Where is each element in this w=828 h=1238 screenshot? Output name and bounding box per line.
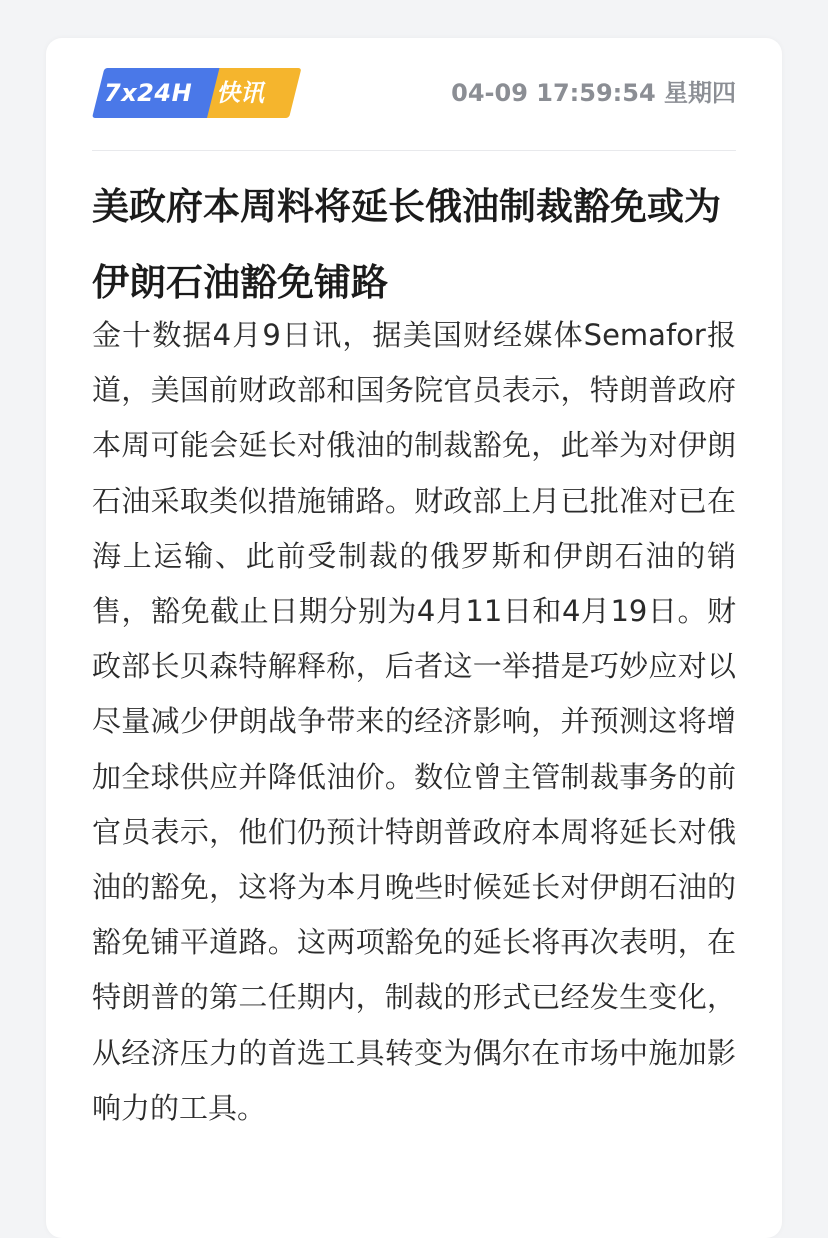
flash-news-badge: [92, 68, 288, 118]
badge-right-label: 快讯: [216, 79, 264, 107]
news-card: [46, 38, 782, 1238]
news-timestamp: 04-09 17:59:54 星期四: [451, 79, 736, 107]
news-header: [92, 68, 736, 120]
article-title: 美政府本周料将延长俄油制裁豁免或为伊朗石油豁免铺路: [92, 184, 721, 304]
badge-left-label: 7x24H: [104, 79, 193, 107]
header-divider: [92, 150, 736, 151]
article-body: 金十数据4月9日讯，据美国财经媒体Semafor报道，美国前财政部和国务院官员表示，特朗普政府本周可能会延长对俄油的制裁豁免，此举为对伊朗石油采取类似措施铺路。财政部上月已批准对已在海上运输、此前受制裁的俄罗斯和伊朗石油的销售，豁免截止日期分别为4月11日和4月19日。财政部长贝森特解释称，后者这一举措是巧妙应对以尽量减少伊朗战争带来的经济影响，并预测这将增加全球供应并降低油价。数位曾主管制裁事务的前官员表示，他们仍预计特朗普政府本周将延长对俄油的豁免，这将为本月晚些时候延长对伊朗石油的豁免铺平道路。这两项豁免的延长将再次表明，在特朗普的第二任期内，制裁的形式已经发生变化，从经济压力的首选工具转变为偶尔在市场中施加影响力的工具。: [92, 318, 736, 1125]
